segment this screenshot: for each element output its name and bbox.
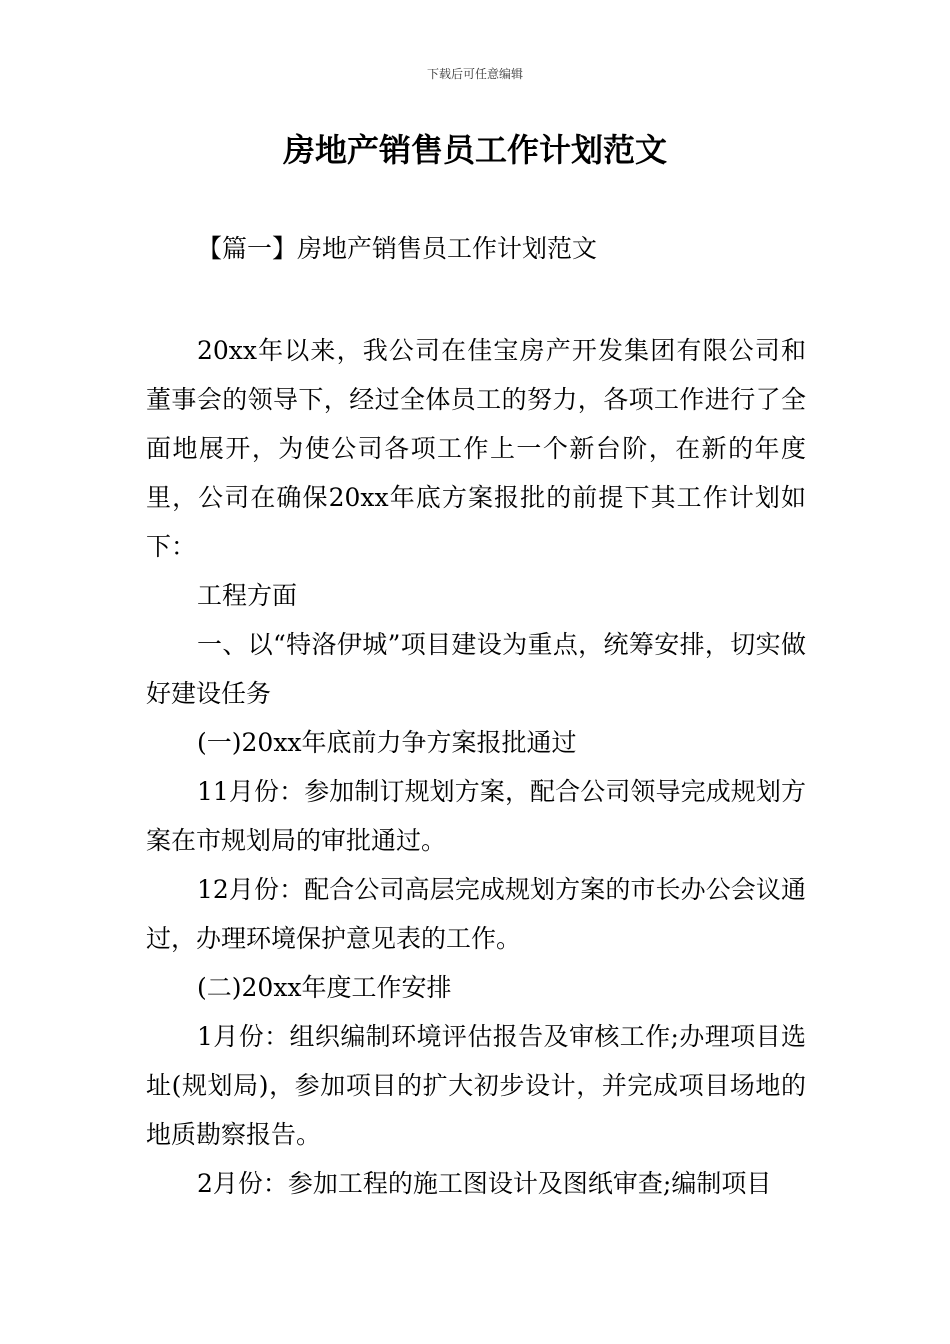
paragraph: 12月份：配合公司高层完成规划方案的市长办公会议通过，办理环境保护意见表的工作。 <box>146 875 806 953</box>
paragraph: 1月份：组织编制环境评估报告及审核工作;办理项目选址(规划局)，参加项目的扩大初步设计，并完成项目场地的地质勘察报告。 <box>146 1022 806 1149</box>
paragraph: (一)20xx年底前力争方案报批通过 <box>197 728 577 757</box>
document-title: 房地产销售员工作计划范文 <box>282 131 667 169</box>
paragraph: 一、以“特洛伊城”项目建设为重点，统筹安排，切实做好建设任务 <box>146 630 806 708</box>
section-heading: 【篇一】房地产销售员工作计划范文 <box>197 234 598 263</box>
header-note: 下载后可任意编辑 <box>426 67 523 81</box>
paragraph: 2月份：参加工程的施工图设计及图纸审查;编制项目 <box>197 1169 772 1198</box>
paragraph: (二)20xx年度工作安排 <box>197 973 452 1002</box>
paragraph: 20xx年以来，我公司在佳宝房产开发集团有限公司和董事会的领导下，经过全体员工的努力，各项工作进行了全面地展开，为使公司各项工作上一个新台阶，在新的年度里，公司在确保20xx年底方案报批的前提下其工作计划如下： <box>146 336 806 561</box>
paragraph: 工程方面 <box>197 581 298 610</box>
document-body <box>146 326 806 1208</box>
paragraph: 11月份：参加制订规划方案，配合公司领导完成规划方案在市规划局的审批通过。 <box>146 777 806 855</box>
